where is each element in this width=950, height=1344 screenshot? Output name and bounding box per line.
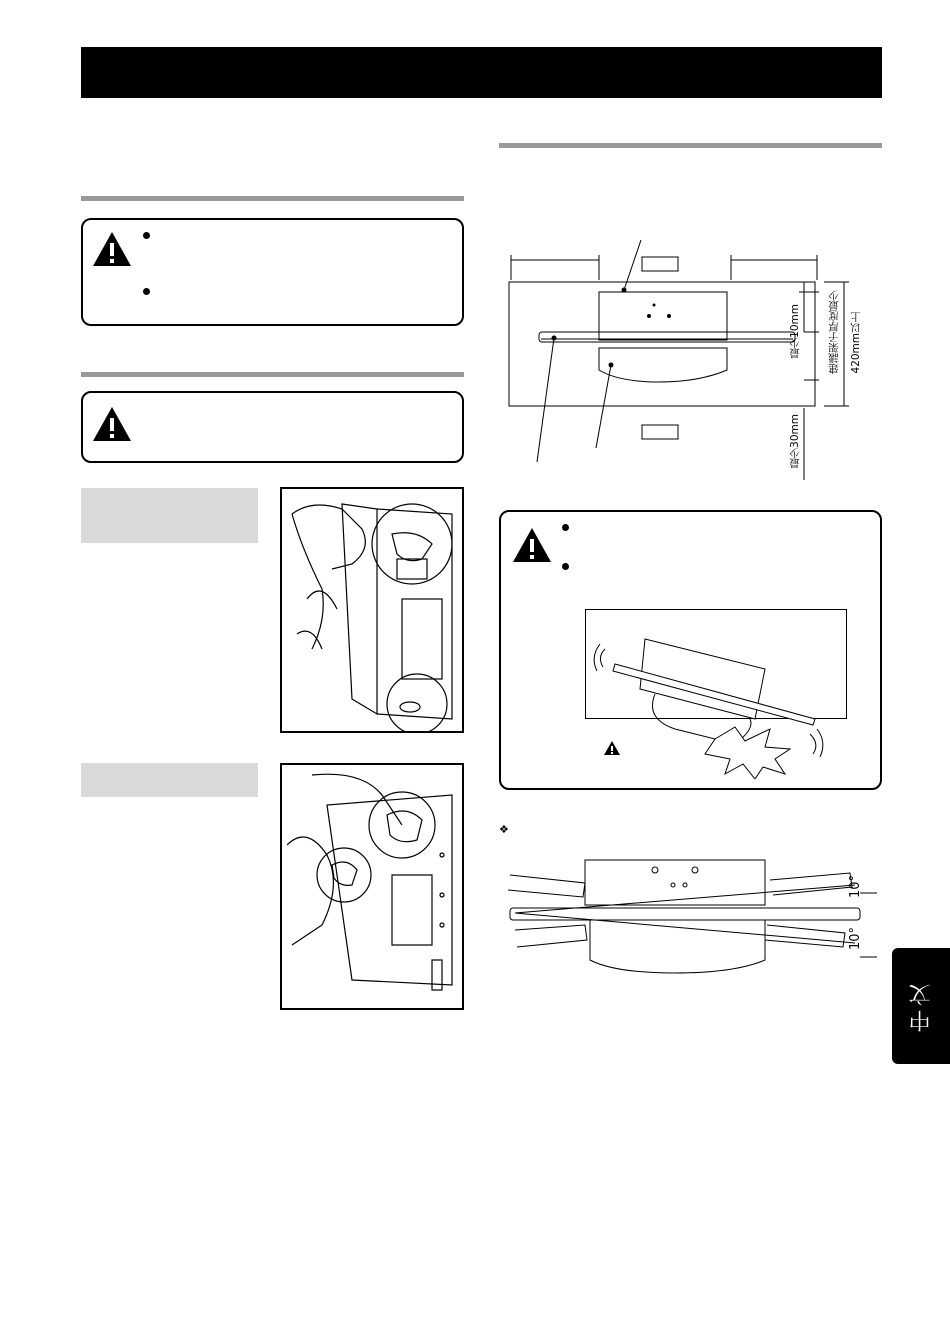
warning-box-3 <box>499 510 882 790</box>
warning-triangle-icon <box>91 405 133 443</box>
warning-triangle-icon <box>91 230 133 268</box>
bullet-icon <box>143 232 150 239</box>
label-recommended-thickness: 建議架子厚度最少 <box>828 290 840 374</box>
language-tab-label: 中文 <box>908 980 934 1032</box>
angle-down-label: 10° <box>848 926 863 950</box>
warning-box-1 <box>81 218 464 326</box>
label-min-30mm: 最少30mm <box>789 414 801 469</box>
angle-up-label: 10° <box>848 874 863 898</box>
warning-box-2 <box>81 391 464 463</box>
illustration-carry-panel <box>280 763 464 1010</box>
tilt-angle-diagram <box>505 855 885 985</box>
tipping-illustration <box>585 609 847 779</box>
label-min-10mm: 最少10mm <box>789 304 801 359</box>
page-header-bar <box>81 47 882 98</box>
section-rule-left-1 <box>81 196 464 201</box>
bullet-icon <box>562 524 569 531</box>
illustration-lift-panel <box>280 487 464 733</box>
step-label-2 <box>81 763 258 797</box>
section-rule-left-2 <box>81 372 464 377</box>
small-warning-icon <box>603 740 621 756</box>
bullet-icon <box>562 563 569 570</box>
installation-diagram <box>499 230 882 480</box>
note-symbol: ❖ <box>499 823 509 836</box>
bullet-icon <box>143 288 150 295</box>
step-label-1 <box>81 488 258 543</box>
label-420mm: 420mm以上 <box>850 312 862 374</box>
warning-triangle-icon <box>511 526 553 564</box>
language-tab <box>892 948 950 1064</box>
section-rule-right <box>499 143 882 148</box>
